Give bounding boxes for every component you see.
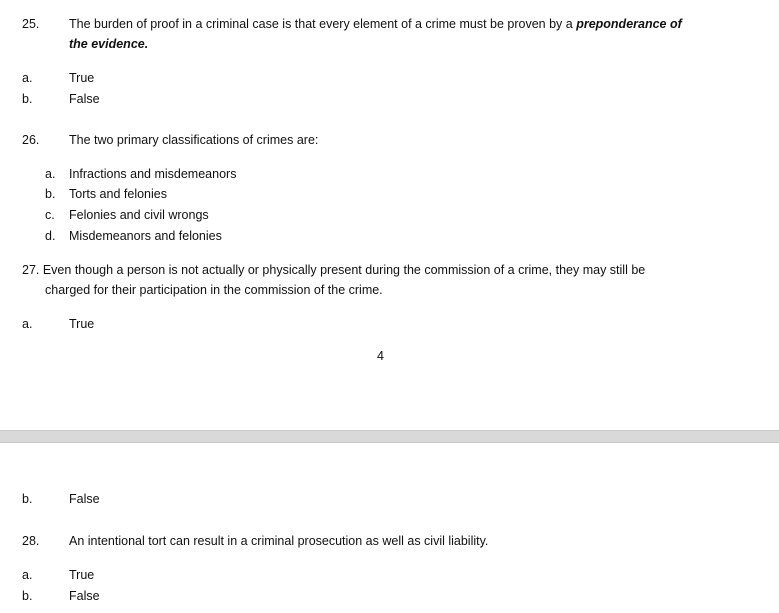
q28-number: 28. [22, 534, 40, 548]
document-page-5 [0, 443, 779, 613]
page-number: 4 [377, 349, 384, 363]
q25-text [69, 17, 682, 32]
q26-option-text: Felonies and civil wrongs [69, 208, 209, 222]
q26-option-text: Torts and felonies [69, 187, 167, 201]
q27-text-line1: 27. Even though a person is not actually or physically present during the commission of a crime, they may still be [22, 263, 646, 277]
q27-option-text: False [69, 492, 100, 506]
q26-option-letter: c. [45, 208, 55, 222]
page-break-separator [0, 430, 779, 443]
q25-text-line1: The burden of proof in a criminal case is that every element of a crime must be proven by a [69, 17, 573, 31]
q26-number: 26. [22, 133, 40, 147]
q28-option-text: False [69, 589, 100, 603]
q25-number: 25. [22, 17, 40, 31]
q25-emphasis-line1: preponderance of [576, 17, 682, 31]
q28-option-letter: b. [22, 589, 33, 603]
q26-text: The two primary classifications of crimes are: [69, 133, 319, 147]
q28-option-text: True [69, 568, 95, 582]
q28-option-letter: a. [22, 568, 33, 582]
q26-option-text: Infractions and misdemeanors [69, 167, 237, 181]
q26-option-letter: b. [45, 187, 56, 201]
q27-option-letter: a. [22, 317, 33, 331]
q25-emphasis-line2: the evidence. [69, 37, 149, 51]
q26-option-letter: a. [45, 167, 56, 181]
q28-text: An intentional tort can result in a criminal prosecution as well as civil liability. [69, 534, 489, 548]
q25-option-letter: a. [22, 71, 33, 85]
q25-option-letter: b. [22, 92, 33, 106]
q26-option-letter: d. [45, 229, 56, 243]
q25-option-text: False [69, 92, 100, 106]
q27-text-line2: charged for their participation in the commission of the crime. [45, 283, 383, 297]
q27-option-text: True [69, 317, 95, 331]
q26-option-text: Misdemeanors and felonies [69, 229, 222, 243]
q27-option-letter: b. [22, 492, 33, 506]
q25-option-text: True [69, 71, 95, 85]
